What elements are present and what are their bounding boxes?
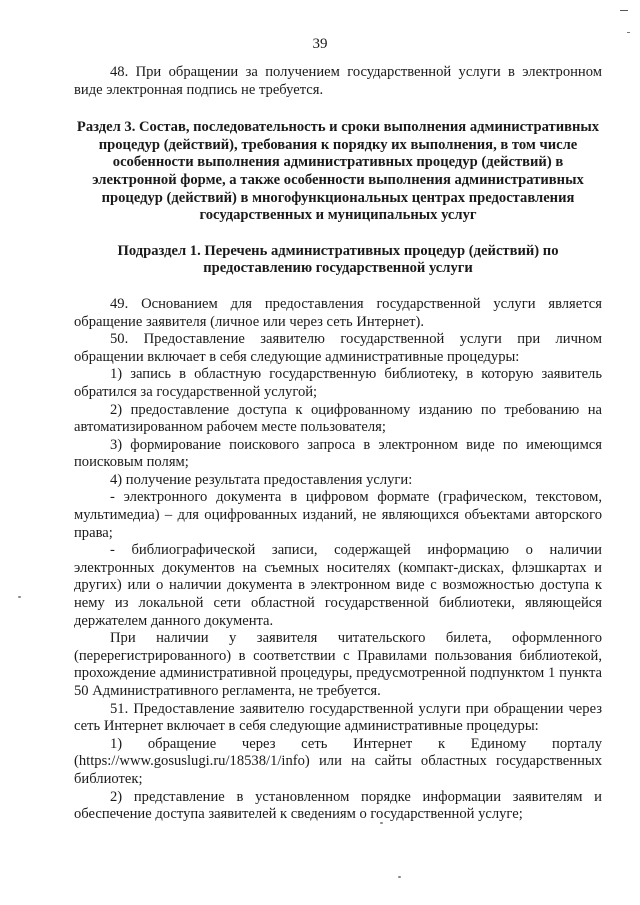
paragraph-51: 51. Предоставление заявителю государственной услуги при обращении через сеть Интернет включает в себя следующие административные процедуры: [74,700,602,735]
paragraph-50-4: 4) получение результата предоставления услуги: [110,471,413,488]
scan-mark [627,32,630,33]
paragraph-51-2: 2) представление в установленном порядке информации заявителям и обеспечение доступа заявителей к сведениям о государственной услуге; [74,788,602,823]
paragraph-50-2: 2) предоставление доступа к оцифрованному изданию по требованию на автоматизированном рабочем месте пользователя; [74,401,602,436]
paragraph-51-1: 1) обращение через сеть Интернет к Единому порталу (https://www.gosuslugi.ru/18538/1/info) или на сайты областных государственных библиотек; [74,735,602,787]
section-heading: Раздел 3. Состав, последовательность и сроки выполнения административных процедур (действий), требования к порядку их выполнения, в том числе особенности выполнения административных процедур (действий) в электронной форме, а также особенности выполнения административных процедур (действий) в многофункциональных центрах предоставления государственных и муниципальных услуг [76,119,600,224]
scan-speck [398,876,401,878]
scan-mark [620,10,628,11]
document-body [74,64,602,824]
paragraph-50-note: При наличии у заявителя читательского билета, оформленного (перерегистрированного) в соответствии с Правилами пользования библиотекой, прохождение административной процедуры, предусмотренной подпунктом 1 пункта 50 Административного регламента, не требуется. [74,630,602,699]
paragraph-50-3: 3) формирование поискового запроса в электронном виде по имеющимся поисковым полям; [74,436,602,471]
paragraph-50: 50. Предоставление заявителю государственной услуги при личном обращении включает в себя следующие административные процедуры: [74,331,602,365]
paragraph-49: 49. Основанием для предоставления государственной услуги является обращение заявителя (личное или через сеть Интернет). [74,295,602,330]
paragraph-50-1: 1) запись в областную государственную библиотеку, в которую заявитель обратился за государственной услугой; [74,366,602,400]
paragraph-50-4-b: - библиографической записи, содержащей информацию о наличии электронных документов на съемных носителях (компакт-дисках, флэшкартах и других) или о наличии документа в электронном виде с возможностью доступа к нему из локальной сети областной государственной библиотеки, являющейся держателем данного документа. [74,542,602,629]
paragraph-48: 48. При обращении за получением государственной услуги в электронном виде электронная подпись не требуется. [74,64,602,98]
scan-speck [18,596,21,598]
subsection-heading: Подраздел 1. Перечень административных процедур (действий) по предоставлению государственной услуги [117,242,559,277]
page-number: 39 [312,36,328,52]
paragraph-50-4-a: - электронного документа в цифровом формате (графическом, текстовом, мультимедиа) – для оцифрованных изданий, не являющихся объектами авторского права; [74,489,602,541]
